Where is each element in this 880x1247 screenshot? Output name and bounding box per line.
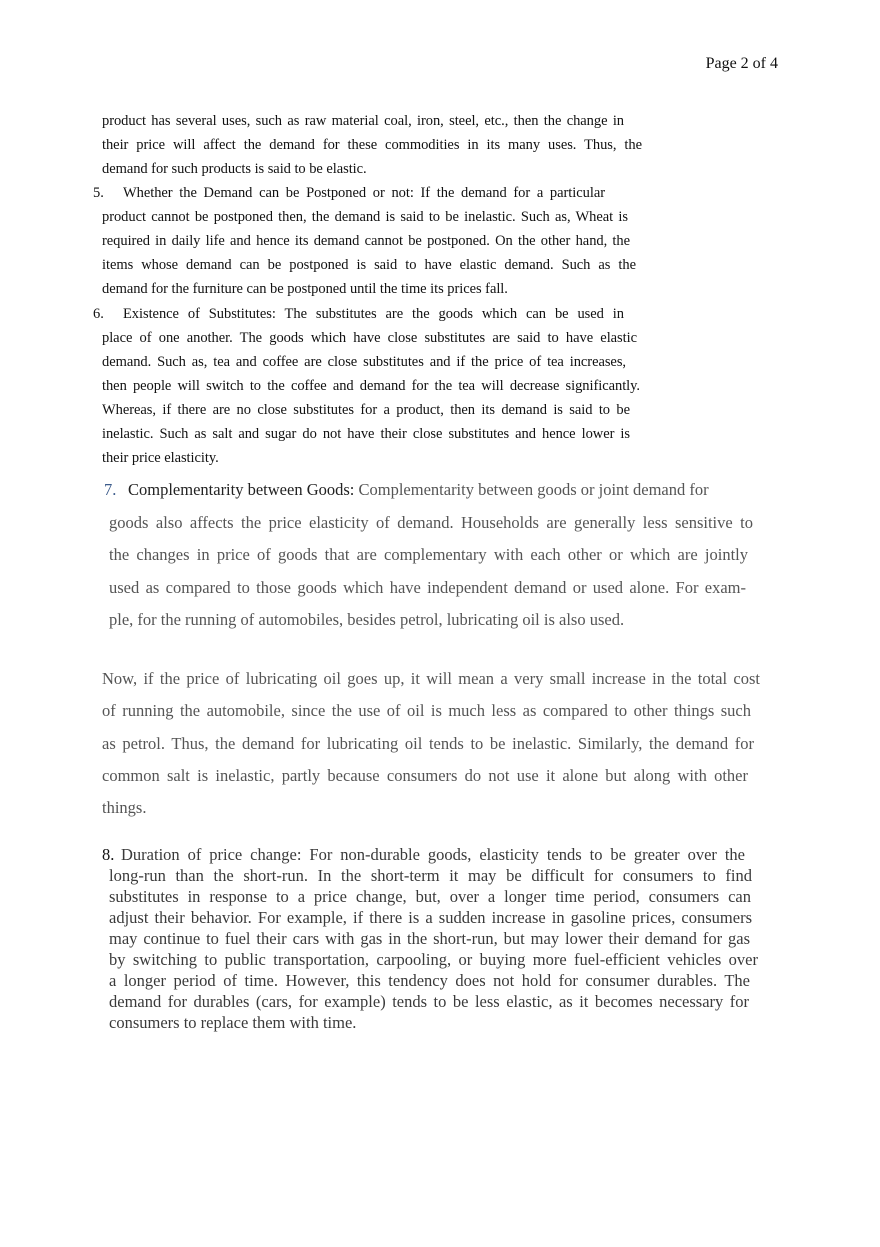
paragraph-line: Now, if the price of lubricating oil goes up, it will mean a very small increase in the total cost xyxy=(102,669,760,688)
item-line: used as compared to those goods which have independent demand or used alone. For exam- xyxy=(109,578,746,597)
item-line: demand for the furniture can be postponed until the time its prices fall. xyxy=(102,281,508,297)
item-number: 7. xyxy=(104,480,117,499)
item-line: then people will switch to the coffee and demand for the tea will decrease significantly. xyxy=(102,378,640,394)
item-line: goods also affects the price elasticity of demand. Households are generally less sensitive to xyxy=(109,513,753,532)
page-number: Page 2 of 4 xyxy=(705,55,778,72)
item-line: demand. Such as, tea and coffee are close substitutes and if the price of tea increases, xyxy=(102,354,626,370)
item-number: 8. xyxy=(102,845,115,864)
item-line: Existence of Substitutes: The substitutes are the goods which can be used in xyxy=(123,306,624,322)
item-line: ple, for the running of automobiles, besides petrol, lubricating oil is also used. xyxy=(109,610,625,629)
item-number: 6. xyxy=(93,306,104,322)
item-line: by switching to public transportation, carpooling, or buying more fuel-efficient vehicles over xyxy=(109,950,758,969)
intro-line: product has several uses, such as raw material coal, iron, steel, etc., then the change in xyxy=(102,113,624,129)
item-number: 5. xyxy=(93,185,104,201)
item-line: long-run than the short-run. In the short-term it may be difficult for consumers to find xyxy=(109,866,752,885)
paragraph-line: common salt is inelastic, partly because consumers do not use it alone but along with other xyxy=(102,766,748,785)
item-line: required in daily life and hence its demand cannot be postponed. On the other hand, the xyxy=(102,233,630,249)
item-line: adjust their behavior. For example, if there is a sudden increase in gasoline prices, consumers xyxy=(109,908,752,927)
item-line: place of one another. The goods which have close substitutes are said to have elastic xyxy=(102,330,637,346)
paragraph-line: things. xyxy=(102,798,147,817)
item-line: product cannot be postponed then, the demand is said to be inelastic. Such as, Wheat is xyxy=(102,209,628,225)
paragraph-line: of running the automobile, since the use of oil is much less as compared to other things such xyxy=(102,701,751,720)
item-line: may continue to fuel their cars with gas in the short-run, but may lower their demand for gas xyxy=(109,929,750,948)
item-line: their price elasticity. xyxy=(102,450,219,466)
intro-line: demand for such products is said to be elastic. xyxy=(102,161,367,177)
item-line: inelastic. Such as salt and sugar do not have their close substitutes and hence lower is xyxy=(102,426,630,442)
paragraph-line: as petrol. Thus, the demand for lubricating oil tends to be inelastic. Similarly, the demand for xyxy=(102,734,754,753)
item-line: Complementarity between goods or joint demand for xyxy=(358,480,709,499)
item-line: Whether the Demand can be Postponed or not: If the demand for a particular xyxy=(123,185,605,201)
item-line: Duration of price change: For non-durable goods, elasticity tends to be greater over the xyxy=(121,845,745,864)
item-line: the changes in price of goods that are complementary with each other or which are jointly xyxy=(109,545,748,564)
item-heading: Complementarity between Goods: xyxy=(128,480,355,499)
item-line: substitutes in response to a price change, but, over a longer time period, consumers can xyxy=(109,887,751,906)
item-line: consumers to replace them with time. xyxy=(109,1013,357,1032)
item-line: a longer period of time. However, this tendency does not hold for consumer durables. The xyxy=(109,971,750,990)
item-line: items whose demand can be postponed is said to have elastic demand. Such as the xyxy=(102,257,636,273)
item-line: demand for durables (cars, for example) tends to be less elastic, as it becomes necessary for xyxy=(109,992,749,1011)
intro-line: their price will affect the demand for these commodities in its many uses. Thus, the xyxy=(102,137,642,153)
item-line: Whereas, if there are no close substitutes for a product, then its demand is said to be xyxy=(102,402,630,418)
